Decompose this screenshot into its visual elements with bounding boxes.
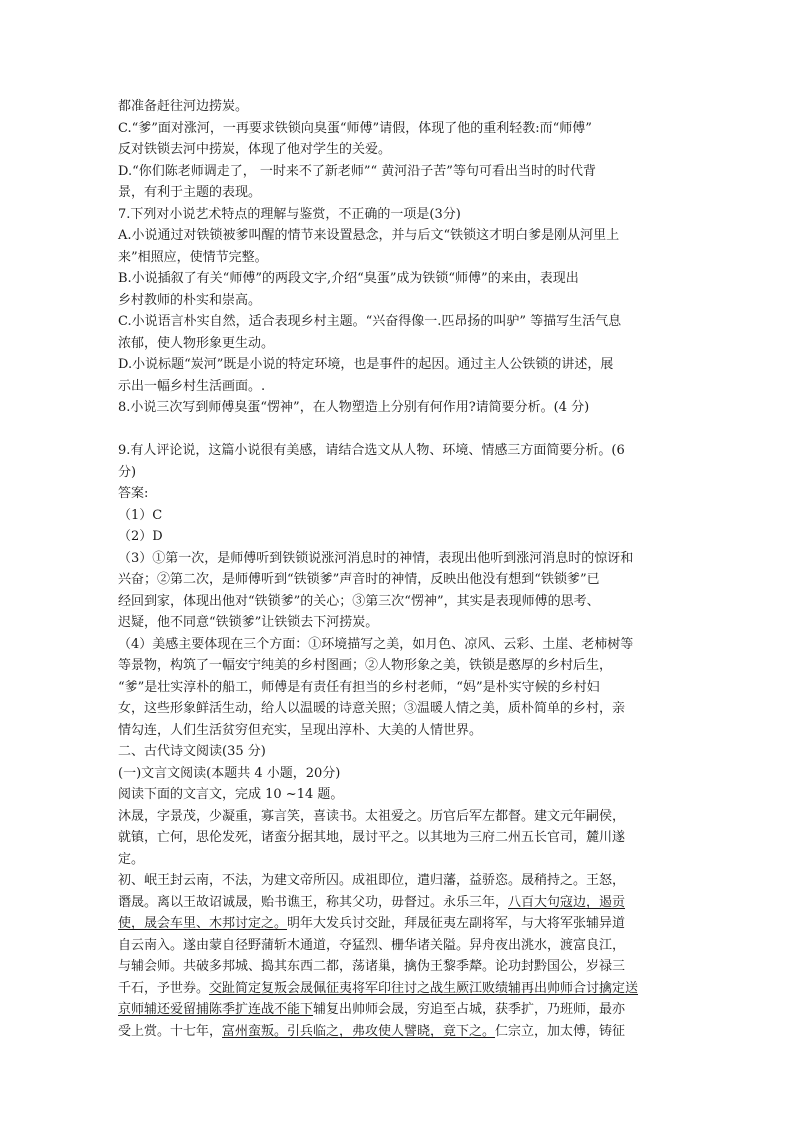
subsection-heading: (一)文言文阅读(本题共 4 小题，20分)	[118, 765, 341, 781]
text-line: A.小说通过对铁锁被爹叫醒的情节来设置悬念，并与后文“铁锁这才明白爹是刚从河里上	[118, 228, 620, 243]
text-line: 分)	[118, 464, 137, 480]
text-segment: 千石，予世券。	[118, 980, 210, 996]
underlined-segment: 交趾简定复叛会晟佩征夷将军印往讨之战生厥江败绩辅再出帅师合讨擒定送	[209, 980, 639, 996]
text-line: 乡村教师的朴实和崇高。	[118, 292, 262, 308]
text-line	[118, 978, 678, 1000]
text-line: 景，有利于主题的表现。	[118, 185, 262, 200]
text-segment: 谮晟。离以王故诏诚晟，贻书谯王，称其父功，毋督过。永乐三年，	[118, 894, 509, 910]
text-line: “爹”是壮实淳朴的船工，师傅是有责任有担当的乡村老师，“妈”是朴实守候的乡村妇	[118, 679, 600, 695]
text-line: 与辅会师。共破多邦城、捣其东西二都，荡诸巢，擒伪王黎季犛。论功封黔国公，岁禄三	[118, 959, 626, 974]
text-line	[118, 1021, 678, 1043]
underlined-segment: 八百大句寇边，遏贡	[508, 894, 626, 910]
text-line: 阅读下面的文言文，完成 10 ~14 题。	[118, 787, 344, 802]
underlined-segment: 京师辅还爱留捕陈季扩连战不能下	[118, 1002, 314, 1017]
text-line: C.小说语言朴实自然，适合表现乡村主题。“兴奋得像一.匹昂扬的叫驴” 等描写生活气息	[118, 314, 622, 329]
question-9-title: 9.有人评论说，这篇小说很有美感，请结合选文从人物、环境、情感三方面简要分析。(6	[118, 443, 625, 458]
text-line: 兴奋；②第二次，是师傅听到“铁锁爹”声音时的神情，反映出他没有想到“铁锁爹”已	[118, 572, 600, 587]
answer-3: （3）①第一次，是师傅听到铁锁说涨河消息时的神情，表现出他听到涨河消息时的惊讶和	[118, 550, 634, 566]
text-line: 来”相照应，使情节完整。	[118, 249, 268, 265]
text-line: 等景物，构筑了一幅安宁纯美的乡村图画；②人物形象之美，铁锁是憨厚的乡村后生，	[118, 658, 613, 673]
text-line: 情勾连，人们生活贫穷但充实，呈现出淳朴、大美的人情世界。	[118, 722, 483, 738]
underlined-segment: 富州蛮叛。引兵临之，弗攻使人譬晓，竟下之。	[222, 1023, 496, 1039]
answer-1: （1）C	[118, 507, 163, 523]
text-line: C.“爹”面对涨河，一再要求铁锁向臭蛋“师傅”请假，体现了他的重利轻教:而“师傅”	[118, 120, 592, 136]
text-line	[118, 913, 678, 935]
text-line: 初、岷王封云南，不法，为建文帝所囚。成祖即位，遣归藩，益骄恣。晟稍持之。王怒，	[118, 873, 626, 888]
section-heading: 二、古代诗文阅读(35 分)	[118, 744, 266, 759]
text-line	[118, 999, 678, 1021]
document-page	[118, 96, 678, 1042]
text-line: D.“你们陈老师调走了， 一时来不了新老师”“ 黄河沿子苦”等句可看出当时的时代背	[118, 163, 596, 179]
question-7-title: 7.下列对小说艺术特点的理解与鉴赏，不正确的一项是(3分)	[118, 206, 461, 222]
question-8-title: 8.小说三次写到师傅臭蛋“愣神”，在人物塑造上分别有何作用?请简要分析。(4 分)	[118, 400, 590, 415]
answer-2: （2）D	[118, 529, 163, 544]
text-line: 都准备赶往河边捞炭。	[118, 99, 249, 114]
text-line: 定。	[118, 851, 145, 867]
text-segment: 仁宗立，加太傅，铸征	[495, 1023, 626, 1039]
text-line	[118, 892, 678, 914]
text-line: 自云南入。遂由蒙自径野蒲斩木通道，夺猛烈、栅华诸关隘。舁舟夜出洮水，渡富良江，	[118, 937, 626, 953]
underlined-segment: 使，晟会车里、木邦讨定之。	[118, 916, 288, 931]
blank-line	[118, 419, 678, 441]
text-line: 示出一幅乡村生活画面。.	[118, 378, 266, 394]
text-line: 沐晟，字景茂，少凝重，寡言笑，喜读书。太祖爱之。历官后军左都督。建文元年嗣侯，	[118, 808, 626, 824]
text-segment: 受上赏。十七年，	[118, 1023, 223, 1039]
text-line: 迟疑，他不同意“铁锁爹”让铁锁去下河捞炭。	[118, 615, 379, 630]
text-line: 女，这些形象鲜活生动，给人以温暖的诗意关照；③温暖人情之美，质朴简单的乡村，亲	[118, 701, 626, 716]
text-segment: 明年大发兵讨交趾，拜晟征夷左副将军，与大将军张辅异道	[287, 916, 626, 931]
text-line: 浓郁，使人物形象更生动。	[118, 335, 275, 351]
text-line: 经回到家，体现出他对“铁锁爹”的关心；③第三次“愣神”，其实是表现师傅的思考、	[118, 593, 600, 609]
text-line: B.小说插叙了有关“师傅”的两段文字,介绍“臭蛋”成为铁锁“师傅”的来由，表现出	[118, 271, 579, 286]
answer-4: （4）美感主要体现在三个方面：①环境描写之美，如月色、凉风、云彩、土崖、老柿树等	[118, 636, 634, 652]
text-line: 反对铁锁去河中捞炭，体现了他对学生的关爱。	[118, 142, 392, 157]
text-line: 就镇，亡何，思伦发死，诸蛮分据其地，晟讨平之。以其地为三府二州五长官司，麓川遂	[118, 830, 626, 845]
text-segment: 辅复出帅师会晟，穷追至占城，获季扩，乃班师，最亦	[313, 1002, 626, 1017]
text-line: D.小说标题“炭河”既是小说的特定环境，也是事件的起因。通过主人公铁锁的讲述，展	[118, 357, 614, 372]
answer-heading: 答案:	[118, 486, 149, 501]
